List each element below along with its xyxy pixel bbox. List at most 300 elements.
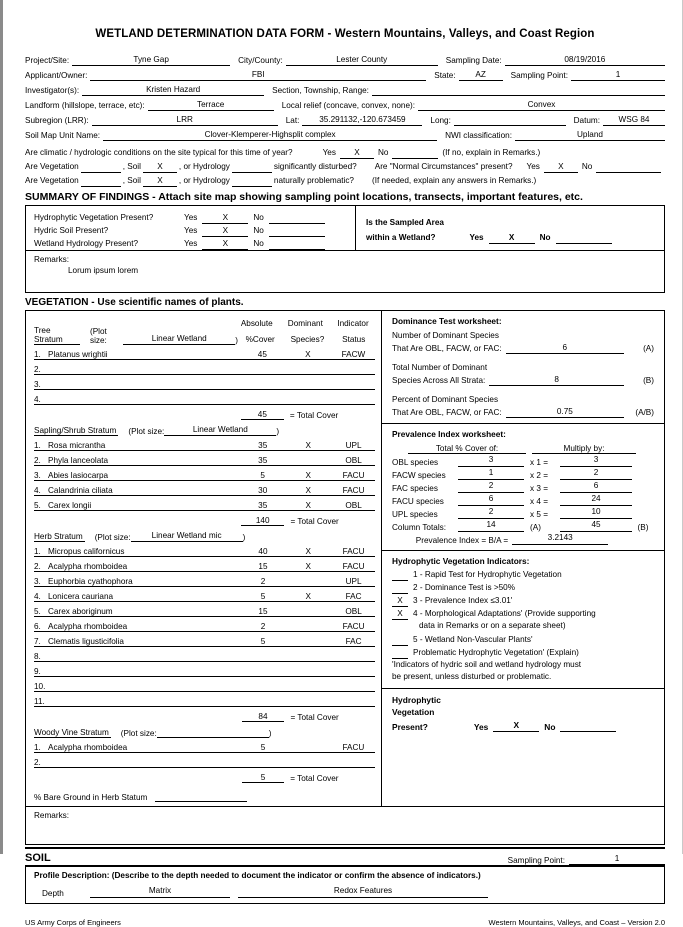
local-relief-value[interactable]: Convex [418,99,665,111]
species-dominant[interactable]: X [284,481,332,496]
row-number: 2. [34,456,41,465]
woody-plot-size-value[interactable] [157,726,269,738]
species-name[interactable]: Lonicera cauriana [48,592,114,601]
species-indicator[interactable] [332,692,375,707]
species-cover[interactable]: 15 [242,602,285,617]
species-name[interactable]: Euphorbia cyathophora [48,577,133,586]
hydrophytic-vegetation-present-box [382,689,664,737]
dominance-test-worksheet [382,311,664,424]
col-absolute-2: %Cover [245,335,275,344]
soil-depth-label: Depth [42,889,64,898]
sampling-date-value[interactable]: 08/19/2016 [505,54,665,66]
species-cover[interactable]: 2 [242,572,285,587]
woody-stratum-name: Woody Vine Stratum [34,728,109,737]
prevalence-row-totals [392,519,654,532]
significantly-disturbed-row [25,159,665,173]
prevalence-index-worksheet [382,424,664,551]
species-indicator[interactable] [332,647,375,662]
indicator-problematic-label: Problematic Hydrophytic Vegetation' (Explain) [413,648,579,657]
species-indicator[interactable]: OBL [332,496,375,511]
tree-plot-size-value[interactable]: Linear Wetland [123,333,235,345]
species-cover[interactable] [242,753,284,768]
long-value[interactable] [454,114,566,126]
indicator-4-label: 4 - Morphological Adaptations' (Provide supporting [413,609,596,618]
table-row[interactable] [34,542,375,557]
species-cover[interactable]: 45 [241,345,284,360]
table-row[interactable] [34,602,375,617]
state-label: State: [434,71,456,80]
row-number: 5. [34,607,41,616]
dominance-r3-value[interactable]: 0.75 [506,406,624,418]
woody-plot-size-label: (Plot size: [120,729,157,738]
species-indicator[interactable]: FACU [332,557,375,572]
climatic-no-label: No [377,148,389,157]
species-dominant[interactable] [284,572,332,587]
species-cover[interactable]: 30 [241,481,284,496]
total-cover-row [34,511,375,526]
table-row[interactable] [34,360,375,375]
prevalence-index-value[interactable]: 3.2143 [512,533,608,545]
local-relief-label: Local relief (concave, convex, none): [281,101,416,110]
vegetation-worksheets-panel [382,311,664,806]
summary-remarks-box[interactable] [25,251,665,293]
sampled-no-label: No [539,233,551,242]
problematic-note: (If needed, explain any answers in Remarks.) [372,176,537,185]
col-dominant-2: Species? [290,335,325,344]
project-site-value[interactable]: Tyne Gap [72,54,230,66]
row-number: 10. [34,682,46,691]
table-row[interactable] [34,692,375,707]
indicator-2-label: 2 - Dominance Test is >50% [413,583,516,592]
datum-label: Datum: [573,116,600,125]
sapling-total-cover: 140 [241,511,284,526]
herb-plot-size-value[interactable]: Linear Wetland mic [131,530,243,542]
column-totals-product[interactable]: 45 [560,520,632,532]
soil-heading: SOIL [25,852,51,864]
hyd-veg-yes-label: Yes [184,213,198,222]
sampled-no-value[interactable] [556,232,612,244]
hydrophytic-yes-label: Yes [473,722,489,732]
sapling-plot-size-value[interactable]: Linear Wetland [164,424,276,436]
facw-species-cover[interactable]: 1 [458,468,524,480]
hydrophytic-no-value[interactable] [560,720,616,732]
species-dominant[interactable] [284,375,332,390]
table-row[interactable] [34,345,375,360]
row-number: 3. [34,380,41,389]
species-name[interactable]: Acalypha rhomboidea [48,562,128,571]
disturbed-soil-value[interactable]: X [143,161,177,173]
tree-plot-size-close: ) [235,336,238,345]
woody-plot-size-close: ) [268,729,272,738]
disturbed-hydrology-value[interactable] [232,161,272,173]
species-indicator[interactable]: UPL [332,572,375,587]
col-absolute-1: Absolute [240,319,273,328]
applicant-owner-label: Applicant/Owner: [25,71,88,80]
table-row[interactable] [34,753,375,768]
prevalence-row-upl [392,506,654,519]
fac-species-label: FAC species [392,484,438,493]
table-row[interactable] [34,662,375,677]
species-cover[interactable]: 5 [242,587,285,602]
species-dominant[interactable] [284,647,332,662]
woody-vine-stratum-table [34,738,375,783]
total-cover-label: = Total Cover [289,410,339,420]
indicator-4-mark[interactable]: X [392,608,408,620]
species-indicator[interactable] [332,662,375,677]
species-cover[interactable]: 5 [242,632,285,647]
species-cover[interactable] [241,375,284,390]
species-indicator[interactable]: FACU [332,542,375,557]
row-number: 1. [34,350,41,359]
species-dominant[interactable]: X [284,345,332,360]
species-name[interactable]: Abies lasiocarpa [48,471,109,480]
investigators-value[interactable]: Kristen Hazard [82,84,264,96]
tree-stratum-title [34,326,375,345]
header-row-project [25,52,665,66]
indicator-problematic-mark[interactable] [392,647,408,659]
row-number: 2. [34,562,41,571]
fac-multiplier: x 3 = [530,484,548,493]
table-row[interactable] [34,390,375,405]
vegetation-species-panel [26,311,382,806]
hydrophytic-yes-value[interactable]: X [493,720,539,732]
tree-plot-size-label: (Plot size: [89,327,107,345]
row-number: 4. [34,592,41,601]
species-cover[interactable]: 35 [241,436,284,451]
summary-of-findings-heading: SUMMARY OF FINDINGS - Attach site map showing sampling point locations, transects, important features, etc. [25,191,583,203]
obl-multiplier: x 1 = [530,458,548,467]
species-name[interactable]: Carex longii [48,501,92,510]
col-dominant-1: Dominant [287,319,323,328]
species-name[interactable]: Clematis ligusticifolia [48,637,124,646]
species-name[interactable]: Platanus wrightii [48,350,108,359]
table-row[interactable] [34,557,375,572]
species-indicator[interactable] [332,753,375,768]
table-row[interactable] [34,677,375,692]
page-footer [25,918,665,927]
species-dominant[interactable] [284,692,332,707]
species-cover[interactable]: 35 [241,496,284,511]
species-dominant[interactable] [284,662,332,677]
total-cover-label: = Total Cover [290,712,339,722]
total-cover-label: = Total Cover [290,516,339,526]
upl-multiplier: x 5 = [530,510,548,519]
problematic-vegetation-value[interactable] [81,175,121,187]
species-indicator[interactable] [332,375,375,390]
tree-stratum-table [34,345,375,420]
species-cover[interactable]: 15 [242,557,285,572]
species-dominant[interactable] [284,602,332,617]
state-value[interactable]: AZ [459,69,503,81]
fac-product[interactable]: 6 [560,481,632,493]
indicator-3-label: 3 - Prevalence Index ≤3.01' [413,596,513,605]
table-row[interactable] [34,632,375,647]
climatic-question-label: Are climatic / hydrologic conditions on the site typical for this time of year? [25,148,293,157]
hyd-veg-yes-value[interactable]: X [202,212,248,224]
species-indicator[interactable]: FACU [332,466,375,481]
species-cover[interactable]: 35 [241,451,284,466]
dominance-r1-line2: That Are OBL, FACW, or FAC: [392,344,502,353]
problematic-hydrology-label: , or Hydrology [178,176,230,185]
landform-value[interactable]: Terrace [148,99,274,111]
bare-ground-row [34,789,375,802]
species-dominant[interactable]: X [284,496,332,511]
problematic-hydrology-value[interactable] [232,175,272,187]
sapling-plot-size-close: ) [276,427,280,436]
obl-species-cover[interactable]: 3 [458,455,524,467]
indicator-1-mark[interactable] [392,569,408,581]
species-dominant[interactable] [284,738,332,753]
indicator-1-label: 1 - Rapid Test for Hydrophytic Vegetation [413,570,562,579]
problematic-soil-value[interactable]: X [143,175,177,187]
dominance-r2-value[interactable]: 8 [489,374,624,386]
dominance-r2-line2: Species Across All Strata: [392,376,486,385]
herb-stratum-title [34,529,375,542]
sampled-area-line2: within a Wetland? [366,233,436,242]
species-cover[interactable]: 40 [242,542,285,557]
sapling-stratum-name: Sapling/Shrub Stratum [34,426,117,435]
species-dominant[interactable] [284,617,332,632]
prevalence-index-result-row [392,532,654,545]
page-title: WETLAND DETERMINATION DATA FORM - Western Mountains, Valleys, and Coast Region [95,28,595,40]
indicator-item-3[interactable] [392,594,654,607]
species-indicator[interactable]: FAC [332,632,375,647]
row-number: 3. [34,471,41,480]
summary-findings-box [25,205,665,251]
row-number: 2. [34,758,41,767]
disturbed-suffix-label: significantly disturbed? [273,162,357,171]
vegetation-box [25,310,665,807]
vegetation-remarks-box[interactable] [25,807,665,845]
tree-total-cover: 45 [241,405,284,420]
facw-product[interactable]: 2 [560,468,632,480]
upl-species-cover[interactable]: 2 [458,507,524,519]
species-cover[interactable] [241,360,284,375]
species-cover[interactable]: 5 [241,466,284,481]
species-name[interactable]: Acalypha rhomboidea [48,622,128,631]
herb-stratum-name: Herb Stratum [34,532,83,541]
indicators-footnote-line2: be present, unless disturbed or problematic. [392,672,552,681]
row-number: 1. [34,743,41,752]
species-indicator[interactable] [332,390,375,405]
herb-stratum-table [34,542,375,722]
species-cover[interactable] [242,677,285,692]
facu-species-cover[interactable]: 6 [458,494,524,506]
findings-left-panel [26,206,356,250]
normal-no-value[interactable] [596,161,661,173]
row-number: 4. [34,486,41,495]
species-dominant[interactable]: X [284,542,332,557]
climatic-yes-value[interactable]: X [340,147,374,159]
header-row-subregion [25,112,665,126]
table-row[interactable] [34,617,375,632]
col-indicator-2: Status [342,335,366,344]
footer-left: US Army Corps of Engineers [25,918,121,927]
species-dominant[interactable] [284,451,332,466]
lat-value[interactable]: 35.291132,-120.673459 [302,114,422,126]
dominance-test-title: Dominance Test worksheet: [392,316,502,326]
indicator-item-2[interactable] [392,581,654,594]
indicator-5-mark[interactable] [392,634,408,646]
species-cover[interactable] [242,692,285,707]
species-name[interactable]: Phyla lanceolata [48,456,109,465]
species-indicator[interactable] [332,677,375,692]
vegetation-remarks-label: Remarks: [34,811,70,820]
indicator-2-mark[interactable] [392,582,408,594]
disturbed-vegetation-value[interactable] [81,161,121,173]
row-number: 8. [34,652,41,661]
subregion-value[interactable]: LRR [92,114,278,126]
sampled-yes-label: Yes [469,233,484,242]
wetland-hydrology-present-row [34,237,355,250]
climatic-note: (If no, explain in Remarks.) [442,148,541,157]
section-township-range-value[interactable] [372,84,665,96]
climatic-conditions-row [25,145,665,159]
vegetation-heading: VEGETATION - Use scientific names of plants. [25,297,244,308]
prevalence-index-label: Prevalence Index = B/A = [415,536,509,545]
indicator-item-problematic[interactable] [392,646,654,659]
species-name[interactable]: Rosa micrantha [48,441,106,450]
disturbed-soil-label: , Soil [122,162,141,171]
species-dominant[interactable] [284,360,332,375]
header-row-applicant [25,67,665,81]
indicators-title: Hydrophytic Vegetation Indicators: [392,556,530,566]
species-indicator[interactable]: OBL [332,602,375,617]
species-cover[interactable]: 5 [242,738,284,753]
header-row-soilmap [25,127,665,141]
applicant-owner-value[interactable]: FBI [90,69,426,81]
obl-species-label: OBL species [392,458,439,467]
species-indicator[interactable]: FACW [332,345,375,360]
soil-sampling-point-value[interactable]: 1 [569,853,665,865]
indicators-footnote-line1: 'Indicators of hydric soil and wetland hydrology must [392,660,582,669]
species-dominant[interactable] [284,753,332,768]
table-row[interactable] [34,496,375,511]
species-dominant[interactable]: X [284,436,332,451]
species-indicator[interactable]: FACU [332,738,375,753]
species-cover[interactable]: 2 [242,617,285,632]
hydric-soil-yes-value[interactable]: X [202,225,248,237]
species-name[interactable]: Carex aboriginum [48,607,113,616]
table-row[interactable] [34,647,375,662]
species-name[interactable]: Calandrinia ciliata [48,486,113,495]
species-cover[interactable] [242,647,285,662]
table-row[interactable] [34,375,375,390]
species-dominant[interactable]: X [284,587,332,602]
species-name[interactable]: Acalypha rhomboidea [48,743,128,752]
problematic-suffix-label: naturally problematic? [273,176,354,185]
hydrophytic-no-label: No [544,722,556,732]
indicator-item-5[interactable] [392,633,654,646]
species-cover[interactable] [241,390,284,405]
indicator-4-continuation: data in Remarks or on a separate sheet) [419,621,566,630]
column-totals-label: Column Totals: [392,523,447,532]
obl-product[interactable]: 3 [560,455,632,467]
soil-redox-features-label: Redox Features [238,886,488,898]
normal-yes-value[interactable]: X [544,161,578,173]
city-county-label: City/County: [238,56,283,65]
facu-multiplier: x 4 = [530,497,548,506]
nwi-classification-value[interactable]: Upland [515,129,665,141]
problematic-soil-label: , Soil [122,176,141,185]
indicator-item-1[interactable] [392,568,654,581]
table-row[interactable] [34,451,375,466]
soil-profile-box [25,867,665,904]
species-indicator[interactable]: UPL [332,436,375,451]
indicator-item-4[interactable] [392,607,654,620]
species-dominant[interactable]: X [284,466,332,481]
hyd-veg-no-value[interactable] [269,212,325,224]
species-indicator[interactable]: FACU [332,481,375,496]
hydrophytic-line3: Present? [392,722,428,732]
table-row[interactable] [34,436,375,451]
soil-map-unit-value[interactable]: Clover-Klemperer-Highsplit complex [103,129,437,141]
wetland-hydro-yes-value[interactable]: X [202,238,248,250]
climatic-no-value[interactable] [392,147,438,159]
fac-species-cover[interactable]: 2 [458,481,524,493]
species-dominant[interactable] [284,632,332,647]
row-number: 4. [34,395,41,404]
species-cover[interactable] [242,662,285,677]
species-dominant[interactable]: X [284,557,332,572]
species-indicator[interactable] [332,360,375,375]
sapling-shrub-stratum-title [34,423,375,436]
facu-product[interactable]: 24 [560,494,632,506]
species-name[interactable]: Micropus californicus [48,547,125,556]
normal-no-label: No [581,162,593,171]
soil-sampling-point-label: Sampling Point: [507,856,565,865]
datum-value[interactable]: WSG 84 [603,114,665,126]
hydric-soil-no-value[interactable] [269,225,325,237]
table-row[interactable] [34,587,375,602]
section-township-range-label: Section, Township, Range: [272,86,369,95]
hydrophytic-vegetation-present-row [34,211,355,224]
species-indicator[interactable]: FAC [332,587,375,602]
row-number: 6. [34,622,41,631]
prevalence-row-obl [392,454,654,467]
table-row[interactable] [34,466,375,481]
table-row[interactable] [34,738,375,753]
species-indicator[interactable]: FACU [332,617,375,632]
herb-total-cover: 84 [242,707,285,722]
column-totals-cover[interactable]: 14 [458,520,524,532]
disturbed-hydrology-label: , or Hydrology [178,162,230,171]
species-dominant[interactable] [284,677,332,692]
dominance-r1-value[interactable]: 6 [506,342,624,354]
soil-section-header [25,847,665,867]
table-row[interactable] [34,572,375,587]
species-indicator[interactable]: OBL [332,451,375,466]
upl-species-label: UPL species [392,510,438,519]
upl-product[interactable]: 10 [560,507,632,519]
sampled-yes-value[interactable]: X [489,232,535,244]
header-row-investigators [25,82,665,96]
row-number: 2. [34,365,41,374]
bare-ground-value[interactable] [155,790,247,802]
soil-map-unit-label: Soil Map Unit Name: [25,131,101,140]
species-dominant[interactable] [284,390,332,405]
sapling-shrub-stratum-table [34,436,375,526]
sampling-point-value[interactable]: 1 [571,69,665,81]
soil-matrix-label: Matrix [90,886,230,898]
table-row[interactable] [34,481,375,496]
indicator-3-mark[interactable]: X [392,595,408,607]
wetland-hydro-no-value[interactable] [269,238,325,250]
row-number: 1. [34,547,41,556]
city-county-value[interactable]: Lester County [286,54,438,66]
footer-right: Western Mountains, Valleys, and Coast – Version 2.0 [488,918,665,927]
conditions-block [25,145,665,187]
